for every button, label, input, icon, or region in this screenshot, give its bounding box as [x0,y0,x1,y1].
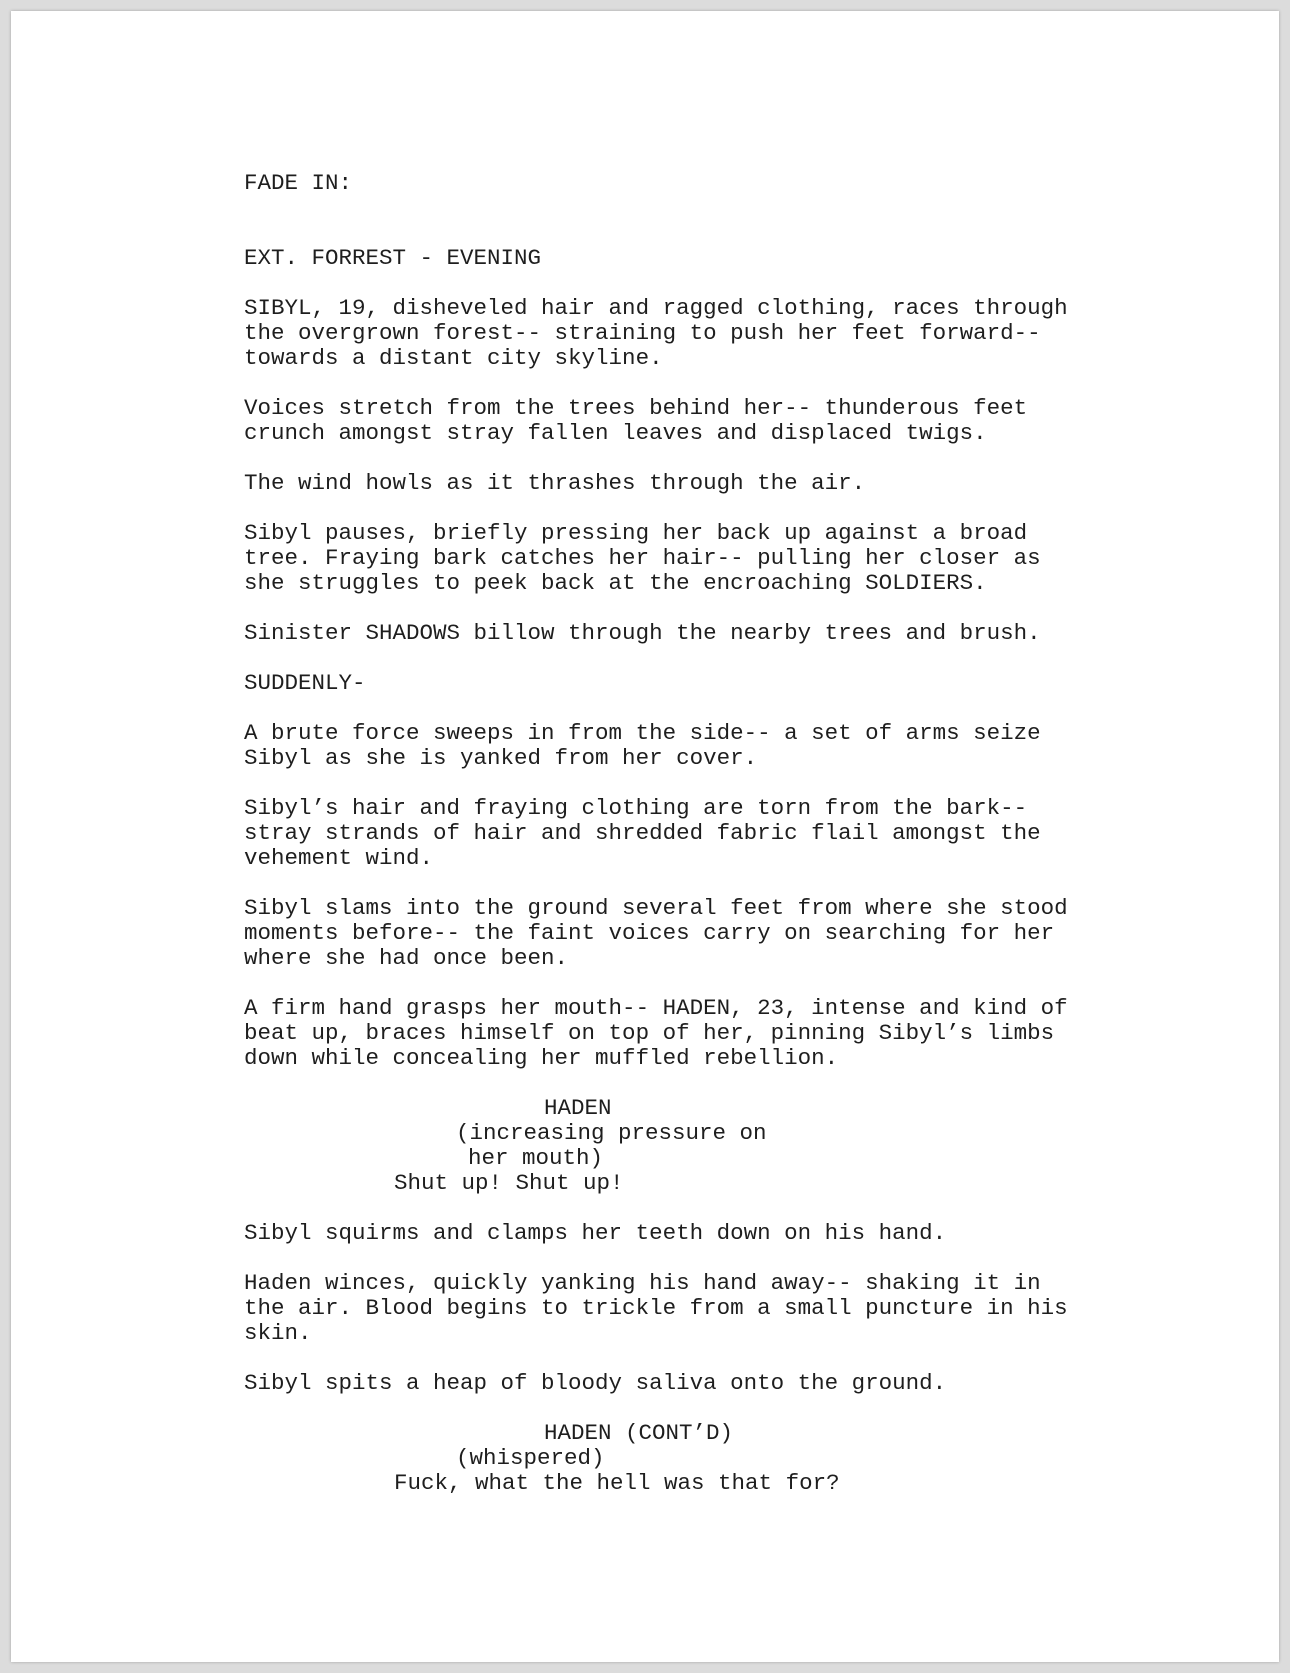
action-line: Voices stretch from the trees behind her-- thunderous feet [244,395,1028,421]
dialogue-line: Fuck, what the hell was that for? [394,1470,840,1496]
action-line: tree. Fraying bark catches her hair-- pulling her closer as [244,545,1041,571]
action-paragraph [244,296,1184,371]
screenplay-body [244,171,1184,1521]
screenplay-page [11,11,1279,1662]
parenthetical-continued: her mouth) [468,1145,604,1171]
action-line: SIBYL, 19, disheveled hair and ragged clothing, races through [244,295,1068,321]
action-line: towards a distant city skyline. [244,345,663,371]
character-name: HADEN (CONT’D) [544,1420,734,1446]
action-paragraph [244,796,1184,871]
dialogue-line: Shut up! Shut up! [394,1170,624,1196]
action-paragraph [244,1221,1184,1246]
transition-fade-in: FADE IN: [244,170,353,196]
action-line: Sibyl’s hair and fraying clothing are torn from the bark-- [244,795,1028,821]
action-line: The wind howls as it thrashes through the air. [244,470,866,496]
action-line: the air. Blood begins to trickle from a small puncture in his [244,1295,1068,1321]
action-line: Sibyl spits a heap of bloody saliva onto the ground. [244,1370,947,1396]
action-line: moments before-- the faint voices carry on searching for her [244,920,1055,946]
action-line: Sibyl slams into the ground several feet from where she stood [244,895,1068,921]
action-paragraph [244,996,1184,1071]
action-line: skin. [244,1320,312,1346]
action-line: SUDDENLY- [244,670,366,696]
action-line: A firm hand grasps her mouth-- HADEN, 23, intense and kind of [244,995,1068,1021]
action-paragraph [244,396,1184,446]
scene-heading: EXT. FORREST - EVENING [244,245,542,271]
action-line: Sibyl as she is yanked from her cover. [244,745,758,771]
parenthetical: (whispered) [456,1445,605,1471]
action-paragraph [244,1371,1184,1396]
action-line: Sibyl squirms and clamps her teeth down on his hand. [244,1220,947,1246]
action-line: A brute force sweeps in from the side-- a set of arms seize [244,720,1041,746]
action-line: Sinister SHADOWS billow through the nearby trees and brush. [244,620,1041,646]
action-line: Haden winces, quickly yanking his hand away-- shaking it in [244,1270,1041,1296]
action-line: crunch amongst stray fallen leaves and displaced twigs. [244,420,987,446]
parenthetical: (increasing pressure on [456,1120,767,1146]
action-line: stray strands of hair and shredded fabric flail amongst the [244,820,1041,846]
action-paragraph [244,521,1184,596]
dialogue-block [244,1096,1184,1196]
action-line: vehement wind. [244,845,434,871]
action-line: where she had once been. [244,945,569,971]
action-line: beat up, braces himself on top of her, pinning Sibyl’s limbs [244,1020,1055,1046]
action-paragraph [244,896,1184,971]
action-paragraph [244,1271,1184,1346]
action-paragraph [244,671,1184,696]
action-line: down while concealing her muffled rebellion. [244,1045,839,1071]
dialogue-block [244,1421,1184,1496]
action-line: Sibyl pauses, briefly pressing her back up against a broad [244,520,1028,546]
action-paragraph [244,621,1184,646]
character-name: HADEN [544,1095,612,1121]
action-paragraph [244,721,1184,771]
action-line: the overgrown forest-- straining to push her feet forward-- [244,320,1041,346]
action-line: she struggles to peek back at the encroaching SOLDIERS. [244,570,987,596]
action-paragraph [244,471,1184,496]
